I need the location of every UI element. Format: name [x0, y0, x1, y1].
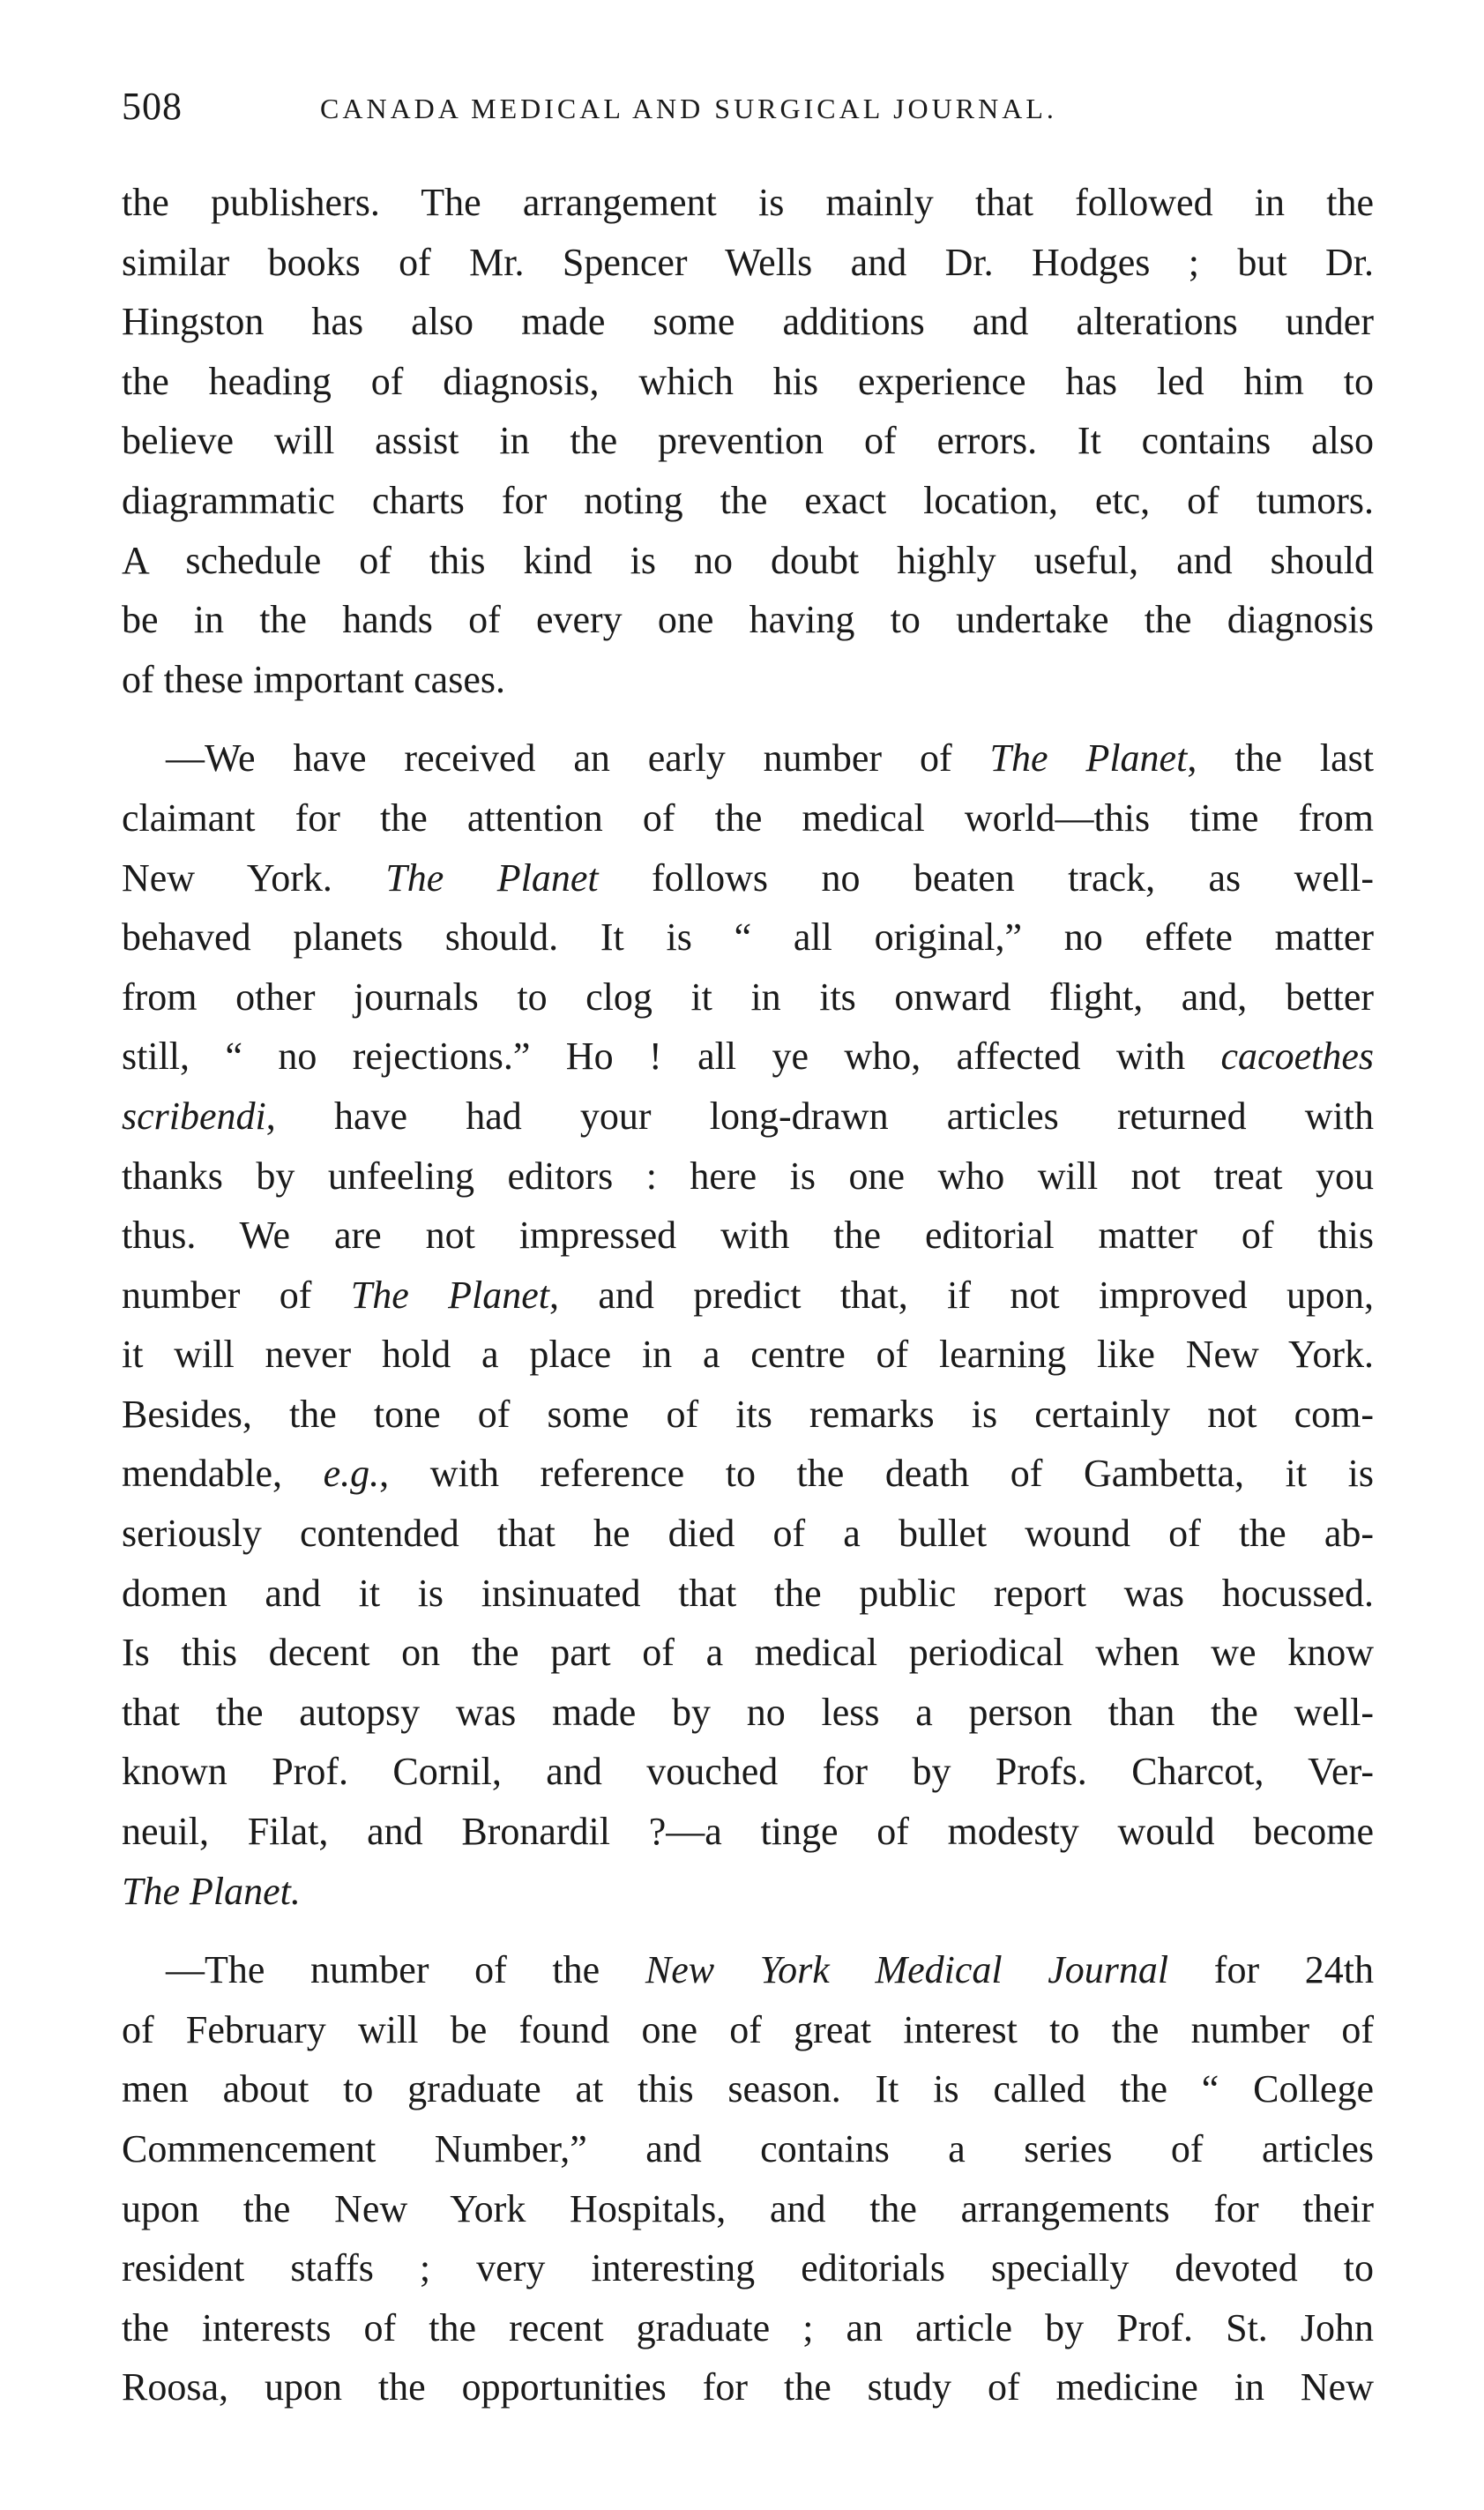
running-title: CANADA MEDICAL AND SURGICAL JOURNAL.: [320, 93, 1057, 124]
text-line: believe will assist in the prevention of errors. It contains also: [122, 419, 1374, 463]
text-line: still, “ no rejections.” Ho ! all ye who, affected with cacoethes: [122, 1035, 1374, 1079]
text-line: thus. We are not impressed with the editorial matter of this: [122, 1214, 1374, 1258]
text-line: Commencement Number,” and contains a series of articles: [122, 2127, 1374, 2170]
text-line: scribendi, have had your long-drawn articles returned with: [122, 1094, 1374, 1138]
text-line: behaved planets should. It is “ all original,” no effete matter: [122, 915, 1374, 960]
text-line: Is this decent on the part of a medical periodical when we know: [122, 1631, 1374, 1675]
text-line: the heading of diagnosis, which his experience has led him to: [122, 359, 1374, 403]
body-text: [122, 173, 1374, 2417]
paragraph-ny-medical-journal: [122, 1940, 1374, 2417]
text-line: number of The Planet, and predict that, if not improved upon,: [122, 1273, 1374, 1317]
text-line: diagrammatic charts for noting the exact location, etc, of tumors.: [122, 478, 1374, 522]
text-line: the publishers. The arrangement is mainly that followed in the: [122, 181, 1374, 224]
text-line: similar books of Mr. Spencer Wells and Dr. Hodges ; but Dr.: [122, 240, 1374, 284]
text-line: New York. The Planet follows no beaten track, as well-: [122, 855, 1374, 900]
text-line: of these important cases.: [122, 657, 505, 701]
text-line: upon the New York Hospitals, and the arrangements for their: [122, 2186, 1374, 2230]
text-line: be in the hands of every one having to undertake the diagnosis: [122, 598, 1374, 642]
text-line: from other journals to clog it in its onward flight, and, better: [122, 975, 1374, 1019]
text-line: of February will be found one of great interest to the number of: [122, 2007, 1374, 2051]
text-line: the interests of the recent graduate ; an article by Prof. St. John: [122, 2305, 1374, 2349]
text-line: domen and it is insinuated that the public report was hocussed.: [122, 1571, 1374, 1615]
text-line: —The number of the New York Medical Journal for 24th: [166, 1948, 1374, 1992]
text-line: The Planet.: [122, 1869, 301, 1913]
page-header: [122, 84, 1374, 137]
text-line: Besides, the tone of some of its remarks is certainly not com-: [122, 1392, 1374, 1436]
text-line: seriously contended that he died of a bullet wound of the ab-: [122, 1512, 1374, 1556]
text-line: it will never hold a place in a centre of learning like New York.: [122, 1333, 1374, 1377]
text-line: known Prof. Cornil, and vouched for by Profs. Charcot, Ver-: [122, 1750, 1374, 1794]
paragraph-the-planet: [122, 728, 1374, 1921]
page-number: 508: [122, 85, 183, 128]
text-line: Hingston has also made some additions and alterations under: [122, 300, 1374, 344]
text-line: claimant for the attention of the medical world—this time from: [122, 796, 1374, 840]
text-line: men about to graduate at this season. It is called the “ College: [122, 2067, 1374, 2111]
paragraph-hingston-schedule: [122, 173, 1374, 709]
text-line: —We have received an early number of The Planet, the last: [166, 736, 1374, 781]
text-line: mendable, e.g., with reference to the death of Gambetta, it is: [122, 1452, 1374, 1496]
text-line: A schedule of this kind is no doubt highly useful, and should: [122, 538, 1374, 582]
text-line: neuil, Filat, and Bronardil ?—a tinge of modesty would become: [122, 1810, 1374, 1854]
text-line: thanks by unfeeling editors : here is one who will not treat you: [122, 1154, 1374, 1198]
text-line: Roosa, upon the opportunities for the study of medicine in New: [122, 2365, 1374, 2409]
text-line: that the autopsy was made by no less a person than the well-: [122, 1690, 1374, 1734]
text-line: resident staffs ; very interesting editorials specially devoted to: [122, 2246, 1374, 2290]
